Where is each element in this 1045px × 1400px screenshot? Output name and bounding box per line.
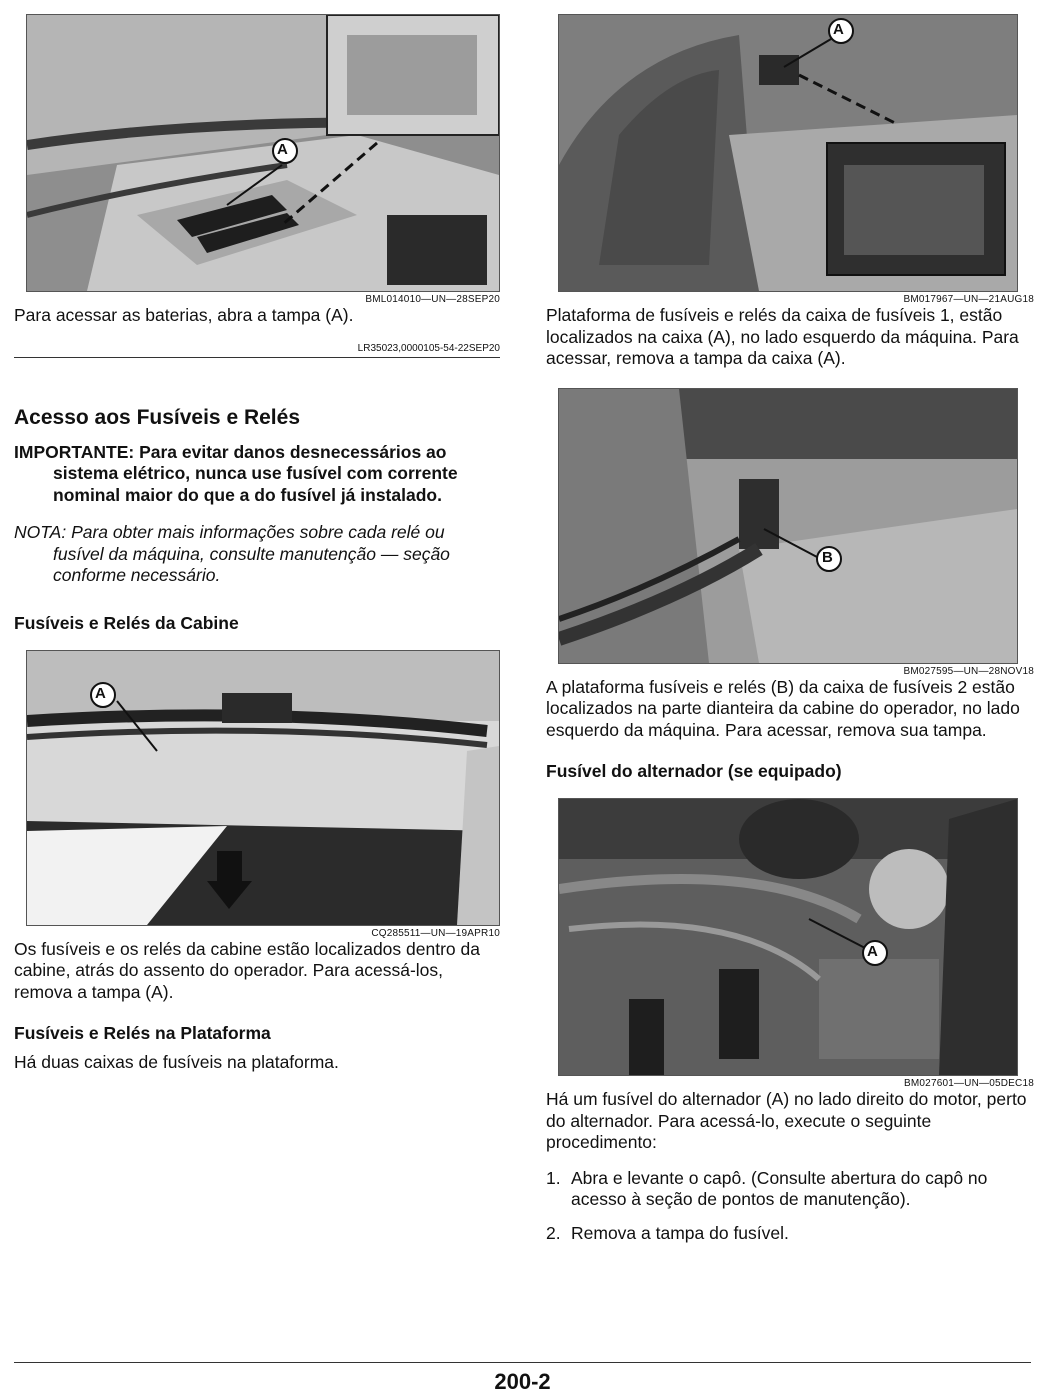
step-number: 2. [546,1222,561,1243]
list-item [546,1223,1034,1245]
figure-code: BM027601—UN—05DEC18 [904,1078,1034,1089]
platform-fuses-title: Fusíveis e Relés na Plataforma [14,1023,271,1043]
important-first-line: Para evitar danos desnecessários ao [139,441,447,462]
reference-code: LR35023,0000105-54-22SEP20 [14,343,500,358]
footer-divider [14,1362,1031,1363]
figure-code: BM017967—UN—21AUG18 [903,294,1034,305]
figure-code: CQ285511—UN—19APR10 [371,927,500,939]
alternator-fuse-text: Há um fusível do alternador (A) no lado direito do motor, perto do alternador. Para acessá-lo, execute o seguinte procedimento: [546,1089,1027,1152]
right-column [546,14,1034,1256]
fuse-box-2-text: A plataforma fusíveis e relés (B) da caixa de fusíveis 2 estão localizados na parte dianteira da cabine do operador, no lado esquerdo da máquina. Para acessar, remova sua tampa. [546,676,1020,740]
cab-fuses-title: Fusíveis e Relés da Cabine [14,612,239,633]
callout-a-label: A [277,141,288,158]
fuse-box-1-text: Plataforma de fusíveis e relés da caixa de fusíveis 1, estão localizados na caixa (A), no lado esquerdo da máquina. Para acessar, remova a tampa da caixa (A). [546,305,1019,368]
callout-a-label: A [867,943,878,960]
step-number: 1. [546,1167,561,1188]
left-column [14,14,500,1074]
fuse-box-1-photo [558,14,1018,292]
figure-code: BML014010—UN—28SEP20 [365,294,500,305]
battery-access-text: Para acessar as baterias, abra a tampa (A). [14,305,354,325]
important-rest: sistema elétrico, nunca use fusível com corrente nominal maior do que a do fusível já instalado. [53,463,458,505]
figure-code: BM027595—UN—28NOV18 [903,665,1034,677]
step-text: Remova a tampa do fusível. [571,1222,789,1243]
cab-fuses-text: Os fusíveis e os relés da cabine estão localizados dentro da cabine, atrás do assento do operador. Para acessá-los, remova a tampa (A). [14,938,480,1002]
important-label: IMPORTANTE: [14,441,135,462]
procedure-steps [546,1168,1034,1245]
battery-access-photo [26,14,500,292]
alternator-fuse-photo [558,798,1018,1076]
callout-a-label: A [95,684,106,702]
important-notice [14,442,500,507]
page-number: 200-2 [494,1369,551,1394]
fuse-box-2-photo [558,388,1018,664]
section-title: Acesso aos Fusíveis e Relés [14,405,300,429]
step-text: Abra e levante o capô. (Consulte abertura do capô no acesso à seção de pontos de manutenção). [571,1167,988,1209]
note [14,522,500,587]
alternator-fuse-title: Fusível do alternador (se equipado) [546,761,842,781]
callout-a-label: A [833,21,844,38]
cab-fuse-photo [26,650,500,926]
callout-b-label: B [822,548,833,566]
note-rest: fusível da máquina, consulte manutenção — seção conforme necessário. [53,543,450,585]
platform-fuses-text: Há duas caixas de fusíveis na plataforma. [14,1052,339,1072]
list-item [546,1168,1034,1211]
note-first-line: Para obter mais informações sobre cada relé ou [71,522,445,542]
note-label: NOTA: [14,522,67,542]
